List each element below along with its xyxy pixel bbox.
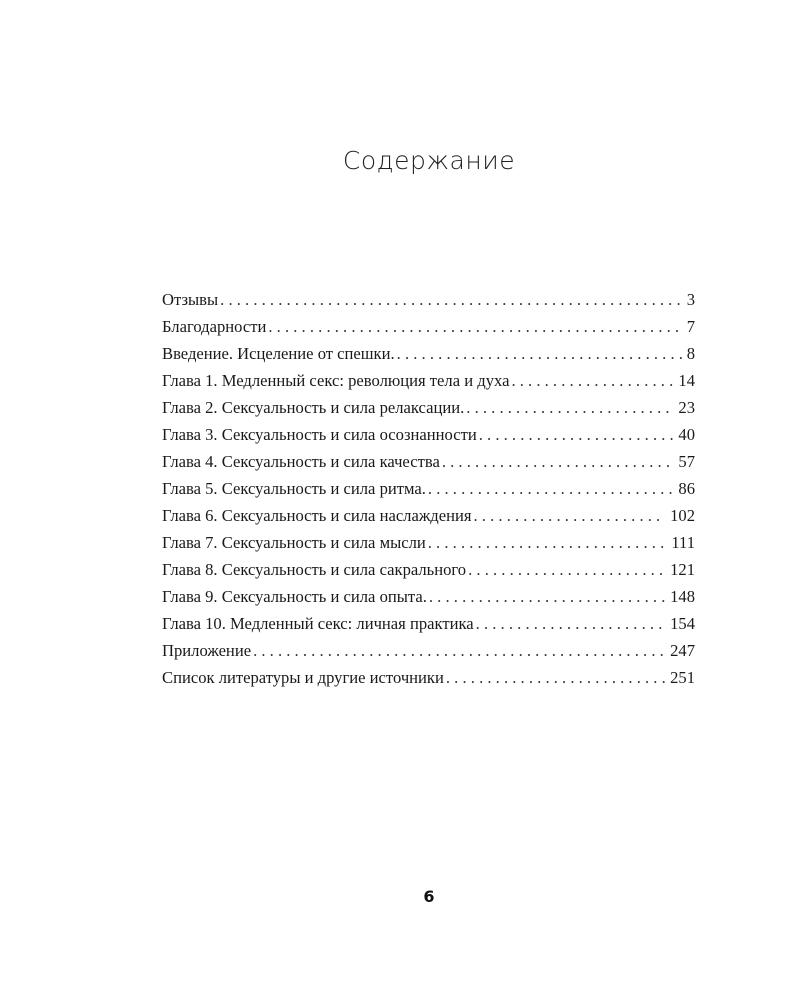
dot-leader: [446, 664, 665, 691]
dot-leader: [253, 637, 665, 664]
toc-entry-title: Глава 4. Сексуальность и сила качества: [162, 452, 440, 471]
toc-entry-page: 102: [670, 506, 695, 525]
toc-entry-page: 154: [670, 614, 695, 633]
toc-entry-page: 8: [686, 344, 695, 363]
toc-entry-page: 3: [686, 290, 695, 309]
toc-entry-title: Глава 7. Сексуальность и сила мысли: [162, 533, 426, 552]
toc-entry-page: 57: [678, 452, 695, 471]
dot-leader: [466, 394, 673, 421]
dot-leader: [476, 610, 665, 637]
toc-entry-page: 7: [686, 317, 695, 336]
toc-entry-acknowledgements[interactable]: [162, 313, 695, 340]
dot-leader: [479, 421, 674, 448]
toc-entry-page: 247: [670, 641, 695, 660]
dot-leader: [268, 313, 681, 340]
toc-entry-chapter-2[interactable]: [162, 394, 695, 421]
toc-entry-chapter-5[interactable]: [162, 475, 695, 502]
dot-leader: [397, 340, 682, 367]
toc-entry-page: 14: [678, 371, 695, 390]
toc-entry-title: Глава 6. Сексуальность и сила наслаждения: [162, 506, 472, 525]
toc-entry-chapter-4[interactable]: [162, 448, 695, 475]
dot-leader: [468, 556, 665, 583]
toc-entry-chapter-9[interactable]: [162, 583, 695, 610]
dot-leader: [474, 502, 666, 529]
toc-entry-chapter-6[interactable]: [162, 502, 695, 529]
toc-entry-page: 23: [678, 398, 695, 417]
table-of-contents: [162, 286, 695, 691]
toc-entry-chapter-8[interactable]: [162, 556, 695, 583]
dot-leader: [442, 448, 674, 475]
toc-entry-title: Введение. Исцеление от спешки.: [162, 344, 395, 363]
toc-entry-page: 148: [670, 587, 695, 606]
toc-entry-title: Благодарности: [162, 317, 267, 336]
dot-leader: [428, 529, 667, 556]
toc-entry-reviews[interactable]: [162, 286, 695, 313]
toc-entry-title: Глава 8. Сексуальность и сила сакрального: [162, 560, 467, 579]
toc-entry-page: 121: [670, 560, 695, 579]
toc-entry-chapter-3[interactable]: [162, 421, 695, 448]
toc-entry-chapter-10[interactable]: [162, 610, 695, 637]
toc-entry-bibliography[interactable]: [162, 664, 695, 691]
toc-entry-title: Глава 5. Сексуальность и сила ритма.: [162, 479, 426, 498]
dot-leader: [429, 583, 665, 610]
dot-leader: [428, 475, 674, 502]
page-title: Содержание: [342, 146, 516, 175]
toc-entry-page: 86: [678, 479, 695, 498]
toc-entry-page: 111: [671, 533, 695, 552]
toc-entry-chapter-1[interactable]: [162, 367, 695, 394]
toc-entry-title: Список литературы и другие источники: [162, 668, 444, 687]
page-number: 6: [423, 887, 435, 906]
toc-entry-page: 251: [670, 668, 695, 687]
toc-entry-introduction[interactable]: [162, 340, 695, 367]
toc-entry-page: 40: [678, 425, 695, 444]
toc-entry-title: Глава 10. Медленный секс: личная практика: [162, 614, 474, 633]
dot-leader: [220, 286, 682, 313]
toc-entry-title: Глава 9. Сексуальность и сила опыта.: [162, 587, 427, 606]
toc-entry-title: Глава 3. Сексуальность и сила осознанности: [162, 425, 477, 444]
dot-leader: [511, 367, 673, 394]
toc-entry-appendix[interactable]: [162, 637, 695, 664]
toc-entry-title: Приложение: [162, 641, 252, 660]
toc-entry-chapter-7[interactable]: [162, 529, 695, 556]
toc-entry-title: Глава 2. Сексуальность и сила релаксации.: [162, 398, 465, 417]
toc-entry-title: Отзывы: [162, 290, 219, 309]
toc-entry-title: Глава 1. Медленный секс: революция тела и духа: [162, 371, 510, 390]
